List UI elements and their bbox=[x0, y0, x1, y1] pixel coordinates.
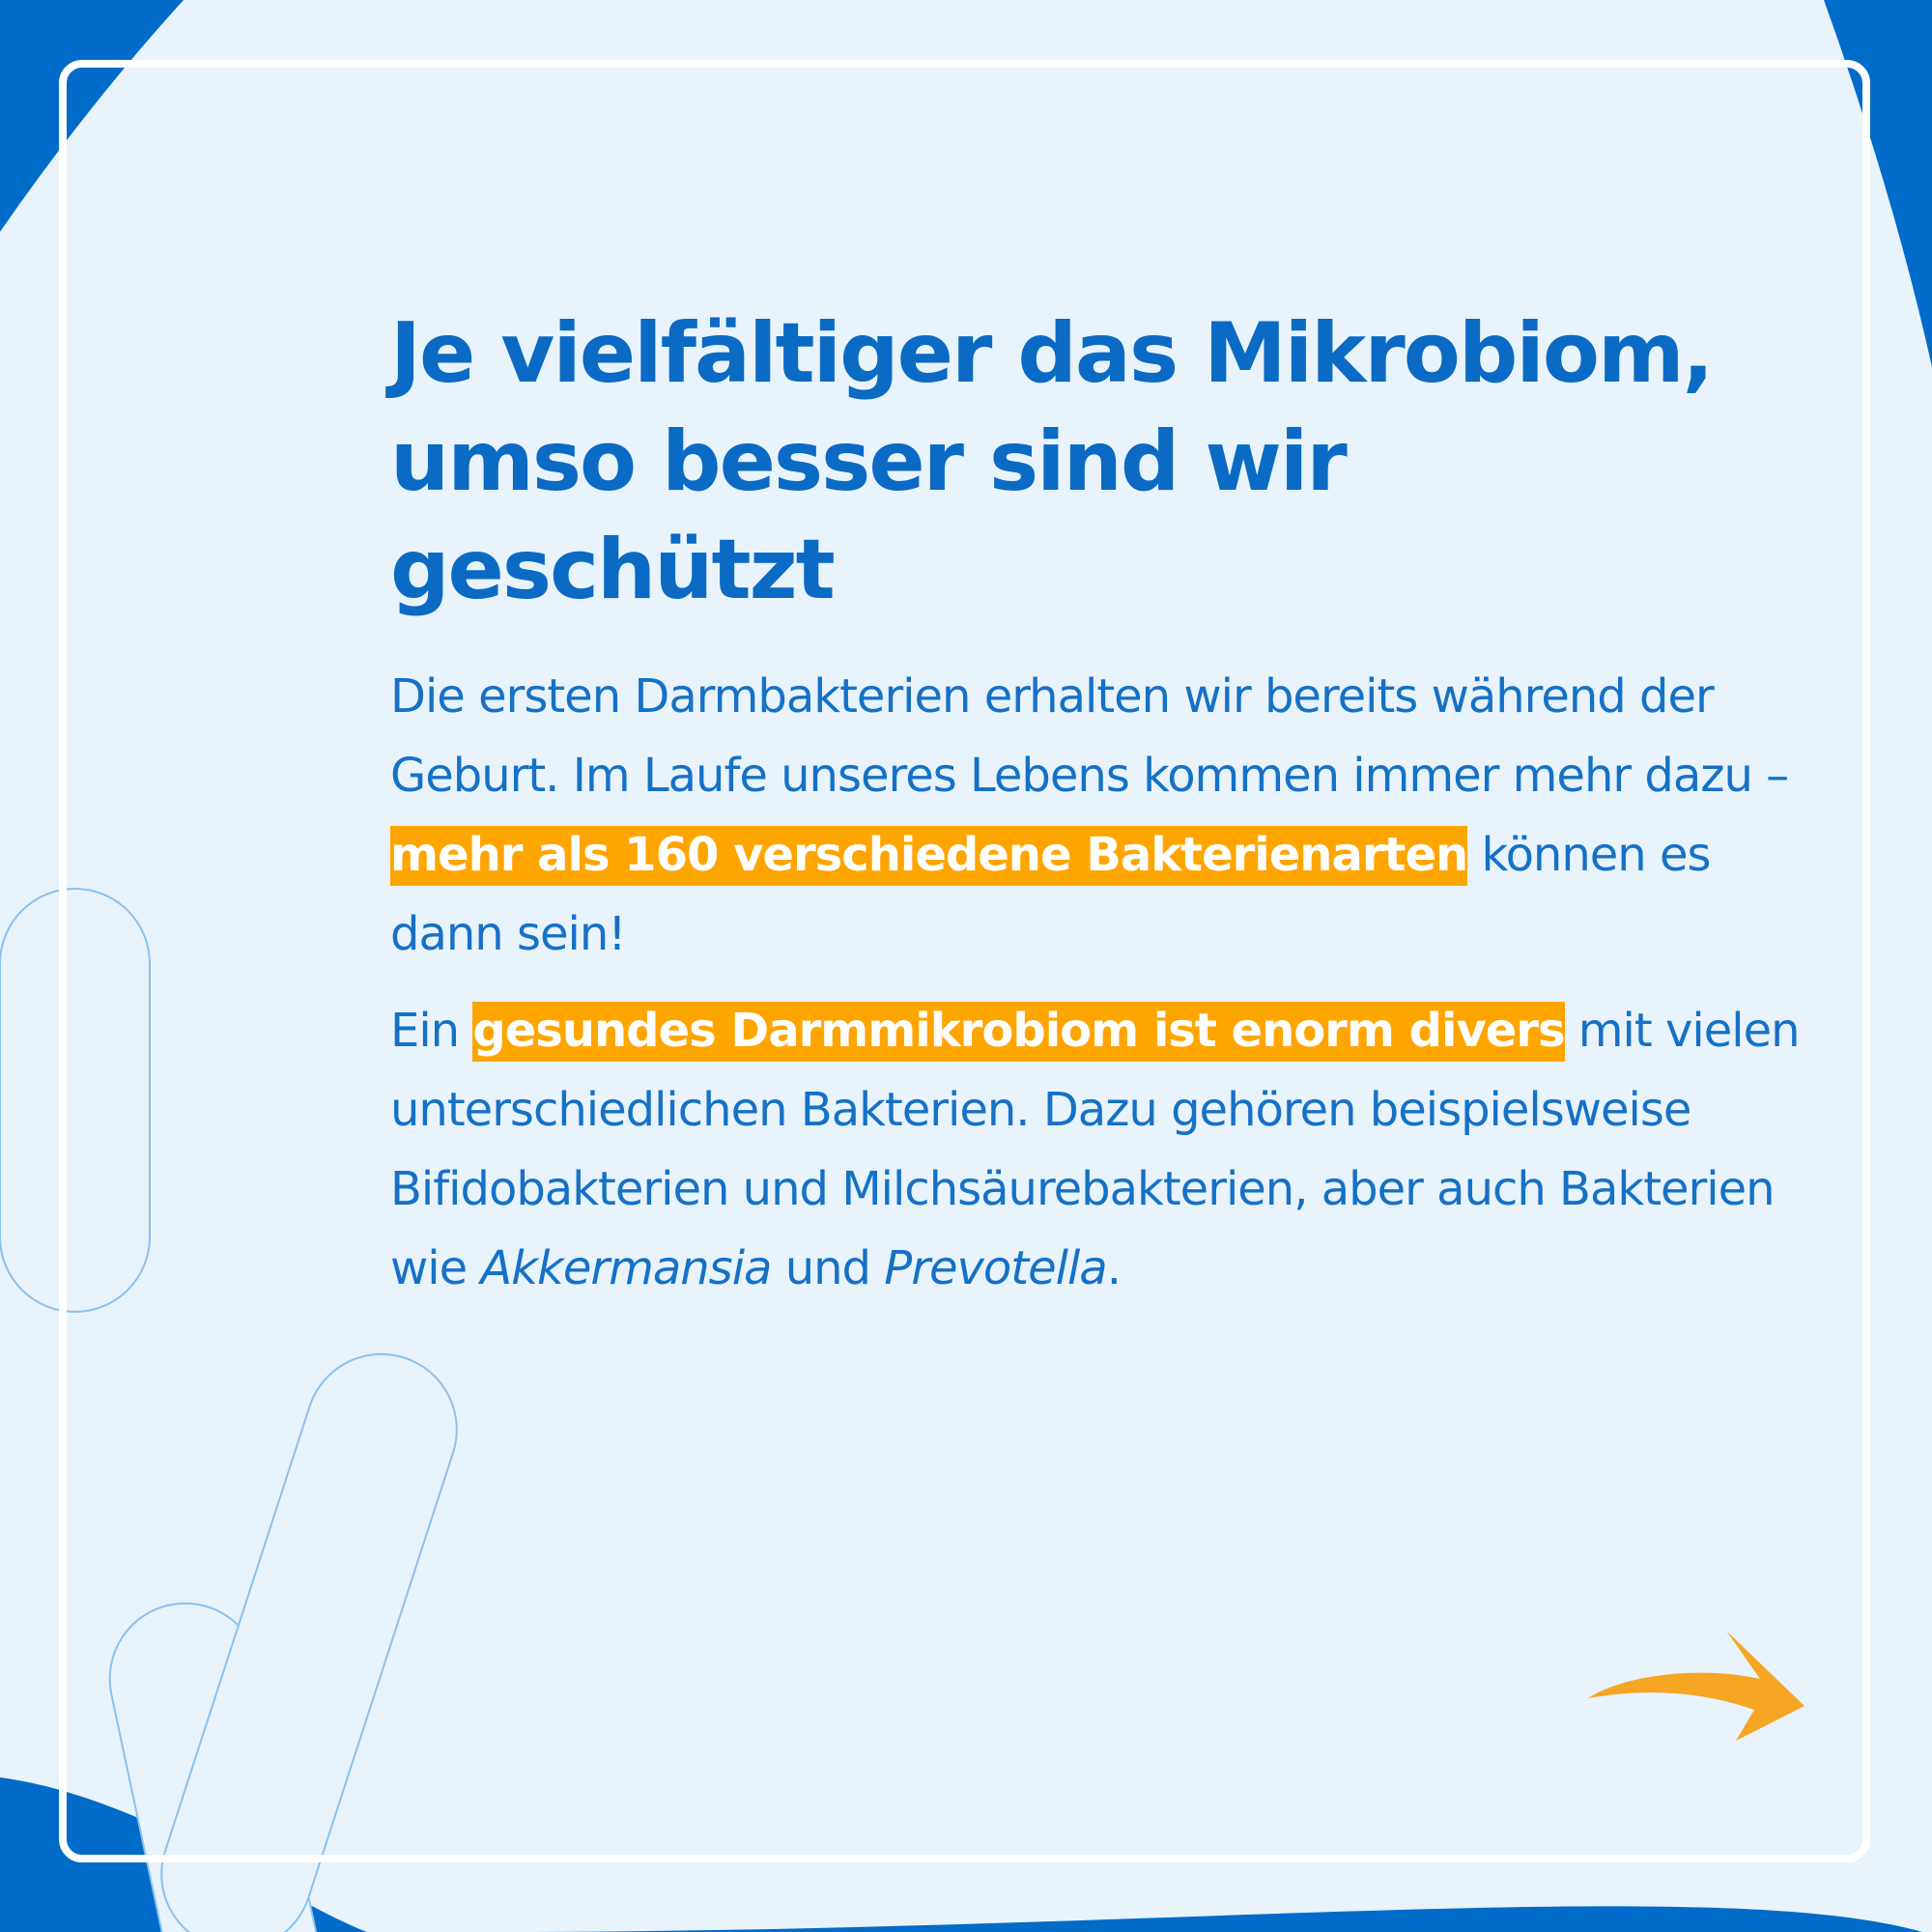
highlight-species-count: mehr als 160 verschiedene Bakterienarten bbox=[390, 826, 1467, 886]
highlight-diverse-microbiome: gesundes Darmmikrobiom ist enorm divers bbox=[472, 1002, 1564, 1062]
content-area bbox=[390, 299, 1810, 1308]
paragraph-diversity bbox=[390, 991, 1810, 1308]
paragraph-intro-end: können es dann sein! bbox=[390, 828, 1711, 961]
headline-line-1: Je vielfältiger das Mikrobiom, bbox=[390, 305, 1713, 402]
sentence-end: . bbox=[1106, 1241, 1121, 1295]
paragraph-intro bbox=[390, 657, 1810, 974]
arrow-right-icon[interactable] bbox=[1584, 1627, 1806, 1743]
species-akkermansia: Akkermansia bbox=[480, 1241, 772, 1295]
paragraph-intro-text: Die ersten Darmbakterien erhalten wir bereits während der Geburt. Im Laufe unseres Lebens kommen immer mehr dazu – bbox=[390, 669, 1789, 803]
paragraph-diversity-text: mit vielen unterschiedlichen Bakterien. Dazu gehören beispielsweise Bifidobakterien und Milchsäurebakterien, aber auch Bakterien wie bbox=[390, 1004, 1800, 1295]
headline bbox=[390, 299, 1810, 624]
paragraph-diversity-start: Ein bbox=[390, 1004, 473, 1058]
species-prevotella: Prevotella bbox=[884, 1241, 1107, 1295]
headline-line-2: umso besser sind wir geschützt bbox=[390, 413, 1346, 618]
conjunction-und: und bbox=[771, 1241, 885, 1295]
